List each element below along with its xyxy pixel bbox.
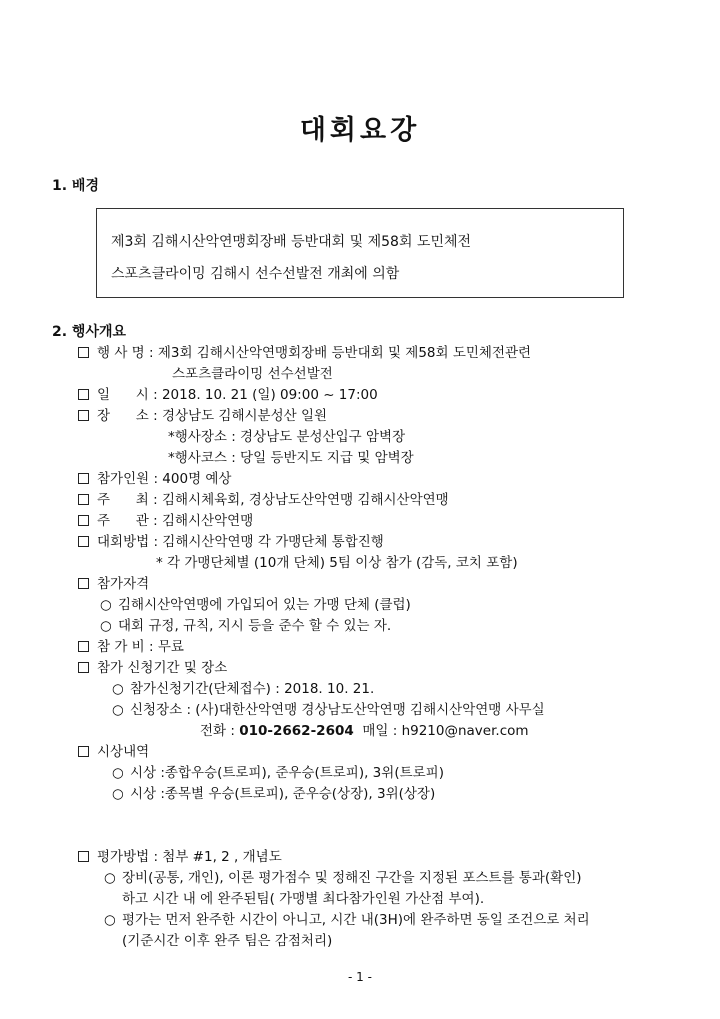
item-apply-contact: 전화 : 010-2662-2604 매일 : h9210@naver.com [200,723,529,739]
checkbox-icon [78,851,89,862]
circle-bullet-icon: ○ [104,912,116,928]
item-evaluation: 평가방법 : 첨부 #1, 2 , 개념도 [78,845,282,865]
checkbox-icon [78,746,89,757]
item-method-sub: * 각 가맹단체별 (10개 단체) 5팀 이상 참가 (감독, 코치 포함) [156,555,518,571]
background-line-2: 스포츠클라이밍 김해시 선수선발전 개최에 의함 [111,266,400,282]
item-host: 주 최 : 김해시체육회, 경상남도산악연맹 김해시산악연맹 [78,488,449,508]
item-event-name-cont: 스포츠클라이밍 선수선발전 [172,366,333,382]
item-place-sub-1: *행사장소 : 경상남도 분성산입구 암벽장 [168,429,406,445]
item-award-sub-2: ○ 시상 :종목별 우승(트로피), 준우승(상장), 3위(상장) [112,786,436,802]
checkbox-icon [78,347,89,358]
background-box [96,208,624,298]
item-qualification-sub-2: ○ 대회 규정, 규칙, 지시 등을 준수 할 수 있는 자. [100,618,392,634]
circle-bullet-icon: ○ [112,765,124,781]
checkbox-icon [78,389,89,400]
item-organizer: 주 관 : 김해시산악연맹 [78,509,253,529]
item-event-name: 행 사 명 : 제3회 김해시산악연맹회장배 등반대회 및 제58회 도민체전관련 [78,341,531,361]
item-evaluation-sub-2: ○ 평가는 먼저 완주한 시간이 아니고, 시간 내(3H)에 완주하면 동일 조건으로 처리 [104,912,590,928]
item-apply: 참가 신청기간 및 장소 [78,656,227,676]
item-apply-sub-2: ○ 신청장소 : (사)대한산악연맹 경상남도산악연맹 김해시산악연맹 사무실 [112,702,545,718]
item-date: 일 시 : 2018. 10. 21 (일) 09:00 ~ 17:00 [78,383,378,403]
item-apply-sub-1: ○ 참가신청기간(단체접수) : 2018. 10. 21. [112,681,375,697]
circle-bullet-icon: ○ [112,786,124,802]
checkbox-icon [78,641,89,652]
item-place: 장 소 : 경상남도 김해시분성산 일원 [78,404,327,424]
item-award: 시상내역 [78,740,149,760]
item-evaluation-sub-2-cont: (기준시간 이후 완주 팀은 감점처리) [122,933,333,949]
item-evaluation-sub-1: ○ 장비(공통, 개인), 이론 평가점수 및 정해진 구간을 지정된 포스트를 통과(확인) [104,870,582,886]
item-evaluation-sub-1-cont: 하고 시간 내 에 완주된팀( 가맹별 최다참가인원 가산점 부여). [122,891,485,907]
checkbox-icon [78,410,89,421]
circle-bullet-icon: ○ [100,597,112,613]
item-fee: 참 가 비 : 무료 [78,635,184,655]
checkbox-icon [78,662,89,673]
checkbox-icon [78,536,89,547]
item-award-sub-1: ○ 시상 :종합우승(트로피), 준우승(트로피), 3위(트로피) [112,765,444,781]
background-line-1: 제3회 김해시산악연맹회장배 등반대회 및 제58회 도민체전 [111,234,472,250]
item-place-sub-2: *행사코스 : 당일 등반지도 지급 및 암벽장 [168,450,414,466]
section-1-heading: 1. 배경 [52,178,99,194]
item-participants: 참가인원 : 400명 예상 [78,467,231,487]
checkbox-icon [78,473,89,484]
item-qualification: 참가자격 [78,572,149,592]
page-number: - 1 - [348,970,372,984]
checkbox-icon [78,578,89,589]
checkbox-icon [78,515,89,526]
item-method: 대회방법 : 김해시산악연맹 각 가맹단체 통합진행 [78,530,384,550]
section-2-heading: 2. 행사개요 [52,324,127,340]
circle-bullet-icon: ○ [112,702,124,718]
circle-bullet-icon: ○ [104,870,116,886]
circle-bullet-icon: ○ [100,618,112,634]
document-title: 대회요강 [299,115,421,146]
item-qualification-sub-1: ○ 김해시산악연맹에 가입되어 있는 가맹 단체 (클럽) [100,597,411,613]
circle-bullet-icon: ○ [112,681,124,697]
checkbox-icon [78,494,89,505]
